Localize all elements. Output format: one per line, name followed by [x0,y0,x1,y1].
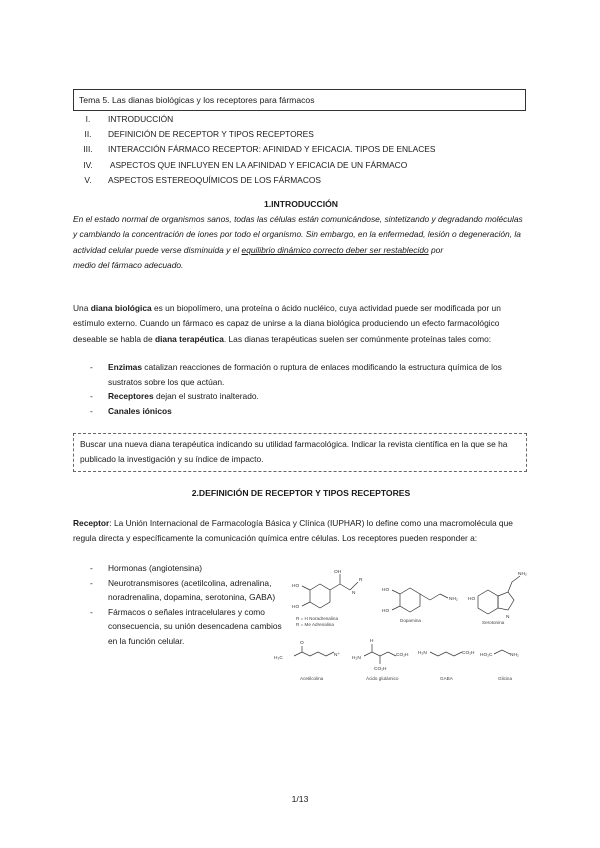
svg-text:H: H [370,639,374,644]
acetylcholine-label: Acetilcolina [300,676,324,681]
svg-text:N: N [506,615,510,620]
table-of-contents [78,112,528,188]
underlined-phrase: equilibrio dinámico correcto deber ser restablecido [241,244,429,255]
list-item: - Enzimas catalizan reacciones de formación o ruptura de enlaces modificando la estructura química de los sustratos sobre los que actúan. [88,360,528,389]
serotonin-pyrrole [498,592,514,610]
svg-text:O: O [300,641,304,646]
svg-text:HO: HO [468,597,476,602]
glutamic-chain [364,652,396,656]
task-box: Buscar una nueva diana terapéutica indicando su utilidad farmacológica. Indicar la revista científica en la que se ha publicado la investigación y su índice de impacto. [73,433,527,472]
diana-paragraph: Una diana biológica es un biopolímero, una proteína o ácido nucléico, cuya actividad puede ser modificada por un estímulo externo. Cuando un fármaco es capaz de unirse a la diana biológica produciendo un efecto farmacológico deseable se habla de diana terapéutica. Las dianas terapéuticas suelen ser comúnmente proteínas tales como: [73,303,501,344]
svg-text:CO₂H: CO₂H [396,653,409,658]
svg-text:HO: HO [292,584,300,589]
acetylcholine-chain [294,652,334,656]
intro-paragraph: En el estado normal de organismos sanos, todas las células están comunicándose, sintetizando y degradando moléculas y cambiando la concentración de iones por todo el organismo. Sin embargo, en la enfermedad, lesión o degeneración, la actividad celular puede verse disminuida y el equilibrio dinámico correcto deber ser restablecido por medio del fármaco adecuado. [73,214,523,271]
svg-text:HO₂C: HO₂C [480,653,493,658]
section-1-heading: 1.INTRODUCCIÓN [263,199,338,209]
list-item: - Fármacos o señales intracelulares y como consecuencia, su unión desencadena cambios en la función celular. [88,605,288,649]
adrenaline-ring [310,584,330,608]
svg-text:HO: HO [382,588,390,593]
toc-item: II. DEFINICIÓN DE RECEPTOR Y TIPOS RECEPTORES [84,129,314,140]
list-item: - Neurotransmisores (acetilcolina, adrenalina, noradrenalina, dopamina, serotonina, GABA) [88,576,288,605]
toc-item: III. INTERACCIÓN FÁRMACO RECEPTOR: AFINIDAD Y EFICACIA. TIPOS DE ENLACES [83,144,436,155]
receptor-paragraph: Receptor: La Unión Internacional de Farmacología Básica y Clínica (IUPHAR) lo define como una macromolécula que regula directa y específicamente la comunicación química entre células. Los receptores pueden responder a: [73,518,513,544]
glycine-chain [494,650,510,654]
adrenaline-note-1: R = H Noradrenalina [296,616,339,621]
svg-text:CO₂H: CO₂H [374,667,387,672]
svg-text:N: N [352,591,356,596]
svg-text:NH₂: NH₂ [449,597,458,602]
page-number: 1/13 [291,794,309,804]
glutamic-label: Ácido glutámico [366,676,399,681]
gaba-chain [430,652,462,656]
svg-text:H₂N: H₂N [352,656,361,661]
dopamine-ring [400,588,420,612]
toc-item: V. ASPECTOS ESTEREOQUÍMICOS DE LOS FÁRMACOS [84,174,321,185]
neurotransmitter-structures-figure [270,568,532,683]
dopamine-label: Dopamina [400,618,421,623]
svg-text:OH: OH [334,570,342,575]
svg-text:NH₂: NH₂ [518,572,527,577]
gaba-label: GABA [440,676,453,681]
svg-text:H₂N: H₂N [418,651,427,656]
svg-text:HO: HO [292,605,300,610]
receptor-ligands-list [88,561,288,649]
svg-text:CO₂H: CO₂H [462,651,475,656]
list-item: - Canales iónicos [88,404,528,419]
serotonin-label: Serotonina [482,620,505,625]
svg-text:N⁺: N⁺ [334,653,340,658]
topic-title: Tema 5. Las dianas biológicas y los receptores para fármacos [79,95,315,105]
toc-item: IV. ASPECTOS QUE INFLUYEN EN LA AFINIDAD Y EFICACIA DE UN FÁRMACO [83,159,408,170]
svg-text:HO: HO [382,609,390,614]
list-item: - Receptores dejan el sustrato inalterado. [88,389,528,404]
svg-text:R: R [359,578,363,583]
toc-item: I. INTRODUCCIÓN [85,114,174,124]
svg-text:NH₂: NH₂ [510,653,519,658]
section-2-heading: 2.DEFINICIÓN DE RECEPTOR Y TIPOS RECEPTORES [191,488,411,498]
svg-text:H₃C: H₃C [274,656,283,661]
glycine-label: Glicina [498,676,513,681]
serotonin-ring [478,590,498,614]
protein-targets-list [88,360,528,418]
topic-title-box [73,89,526,111]
list-item: - Hormonas (angiotensina) [88,561,288,576]
adrenaline-note-2: R = Me Adrenalina [296,622,334,627]
